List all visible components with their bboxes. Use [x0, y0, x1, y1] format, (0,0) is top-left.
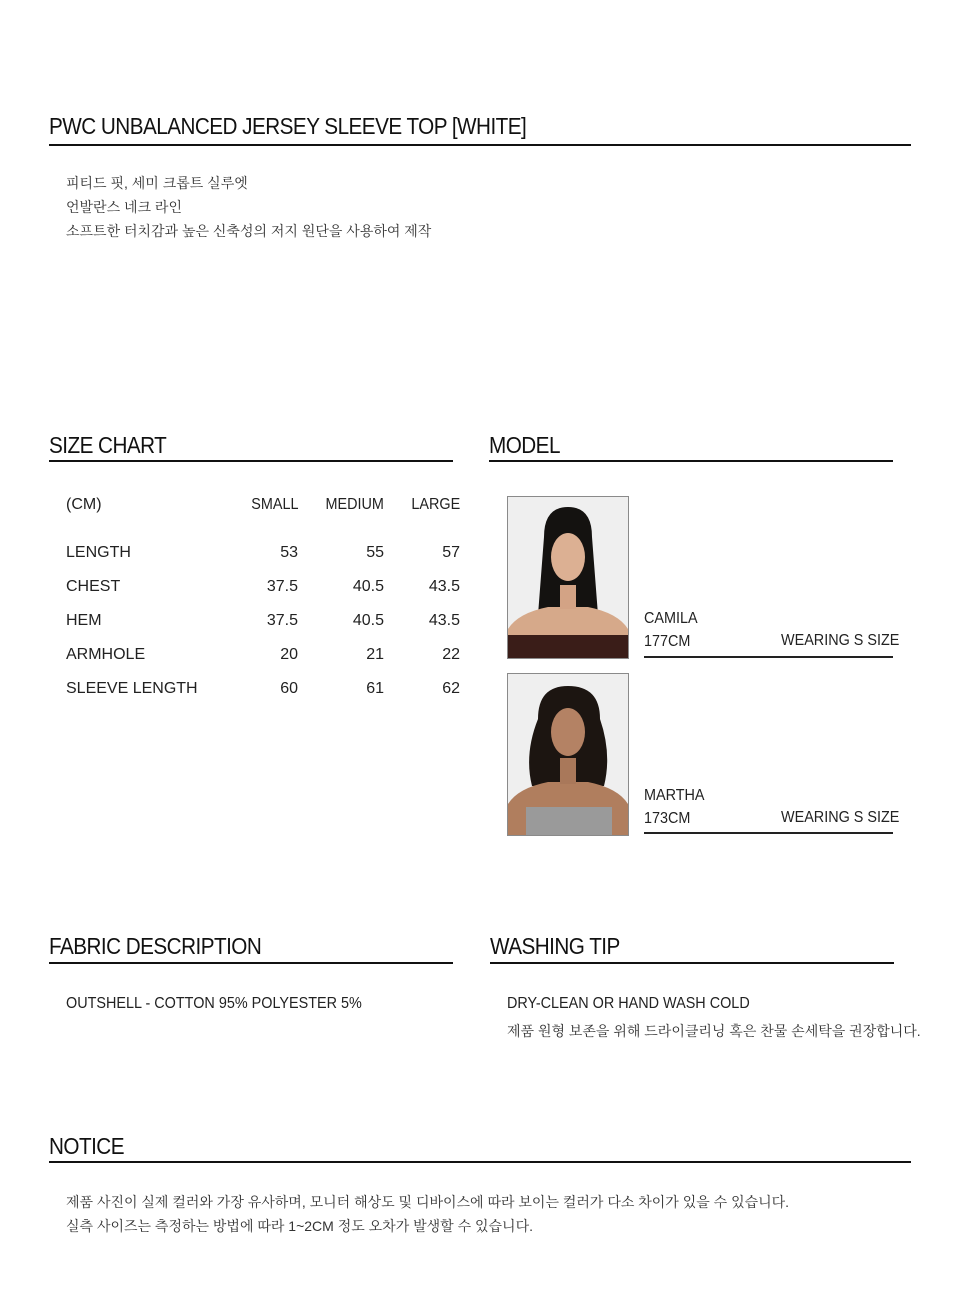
cell-value: 40.5 [352, 578, 384, 595]
model-height: 177CM [644, 633, 691, 650]
row-label: SLEEVE LENGTH [66, 680, 198, 697]
washing-divider [490, 962, 894, 964]
cell-value: 43.5 [428, 612, 460, 629]
model-name: CAMILA [644, 610, 698, 627]
washing-text-ko: 제품 원형 보존을 위해 드라이클리닝 혹은 찬물 손세탁을 권장합니다. [507, 1023, 921, 1039]
description-line: 소프트한 터치감과 높은 신축성의 저지 원단을 사용하여 제작 [66, 223, 432, 239]
model-wearing-size: WEARING S SIZE [781, 809, 900, 826]
top-garment [526, 807, 612, 835]
table-row [66, 536, 460, 570]
cell-value: 57 [442, 544, 460, 561]
model-divider [644, 656, 893, 658]
model-wearing-size: WEARING S SIZE [781, 632, 900, 649]
row-label: CHEST [66, 578, 121, 595]
cell-value: 61 [366, 680, 384, 697]
top-garment [508, 635, 628, 658]
cell-value: 22 [442, 646, 460, 663]
model-title: MODEL [489, 432, 560, 458]
fabric-text: OUTSHELL - COTTON 95% POLYESTER 5% [66, 995, 362, 1012]
size-chart-title: SIZE CHART [49, 432, 167, 458]
size-chart-table [66, 488, 460, 706]
fabric-title: FABRIC DESCRIPTION [49, 933, 262, 959]
fabric-divider [49, 962, 453, 964]
cell-value: 40.5 [352, 612, 384, 629]
portrait-image [508, 674, 628, 835]
table-row [66, 570, 460, 604]
cell-value: 37.5 [266, 578, 298, 595]
cell-value: 53 [280, 544, 298, 561]
size-chart-divider [49, 460, 453, 462]
cell-value: 43.5 [428, 578, 460, 595]
unit-label: (CM) [66, 496, 102, 513]
column-header: MEDIUM [325, 496, 384, 513]
washing-text-en: DRY-CLEAN OR HAND WASH COLD [507, 995, 750, 1012]
notice-divider [49, 1161, 911, 1163]
model-divider [644, 832, 893, 834]
title-divider [49, 144, 911, 146]
cell-value: 20 [280, 646, 298, 663]
cell-value: 60 [280, 680, 298, 697]
model-photo-martha [507, 673, 629, 836]
notice-line: 실측 사이즈는 측정하는 방법에 따라 1~2CM 정도 오차가 발생할 수 있습니다. [66, 1218, 533, 1234]
model-photo-camila [507, 496, 629, 659]
cell-value: 62 [442, 680, 460, 697]
description-line: 피티드 핏, 세미 크롭트 실루엣 [66, 175, 248, 191]
model-height: 173CM [644, 810, 691, 827]
product-title: PWC UNBALANCED JERSEY SLEEVE TOP [WHITE] [49, 113, 527, 139]
notice-title: NOTICE [49, 1133, 124, 1159]
column-header: LARGE [411, 496, 460, 513]
description-line: 언발란스 네크 라인 [66, 199, 182, 215]
cell-value: 37.5 [266, 612, 298, 629]
row-label: LENGTH [66, 544, 131, 561]
row-label: HEM [66, 612, 102, 629]
washing-title: WASHING TIP [490, 933, 620, 959]
notice-line: 제품 사진이 실제 컬러와 가장 유사하며, 모니터 해상도 및 디바이스에 따라 보이는 컬러가 다소 차이가 있을 수 있습니다. [66, 1194, 790, 1210]
cell-value: 55 [366, 544, 384, 561]
portrait-image [508, 497, 628, 658]
cell-value: 21 [366, 646, 384, 663]
table-row [66, 672, 460, 706]
row-label: ARMHOLE [66, 646, 146, 663]
table-row [66, 604, 460, 638]
size-chart-header-row [66, 488, 460, 522]
model-divider [489, 460, 893, 462]
column-header: SMALL [250, 496, 298, 513]
table-row [66, 638, 460, 672]
model-name: MARTHA [644, 787, 705, 804]
